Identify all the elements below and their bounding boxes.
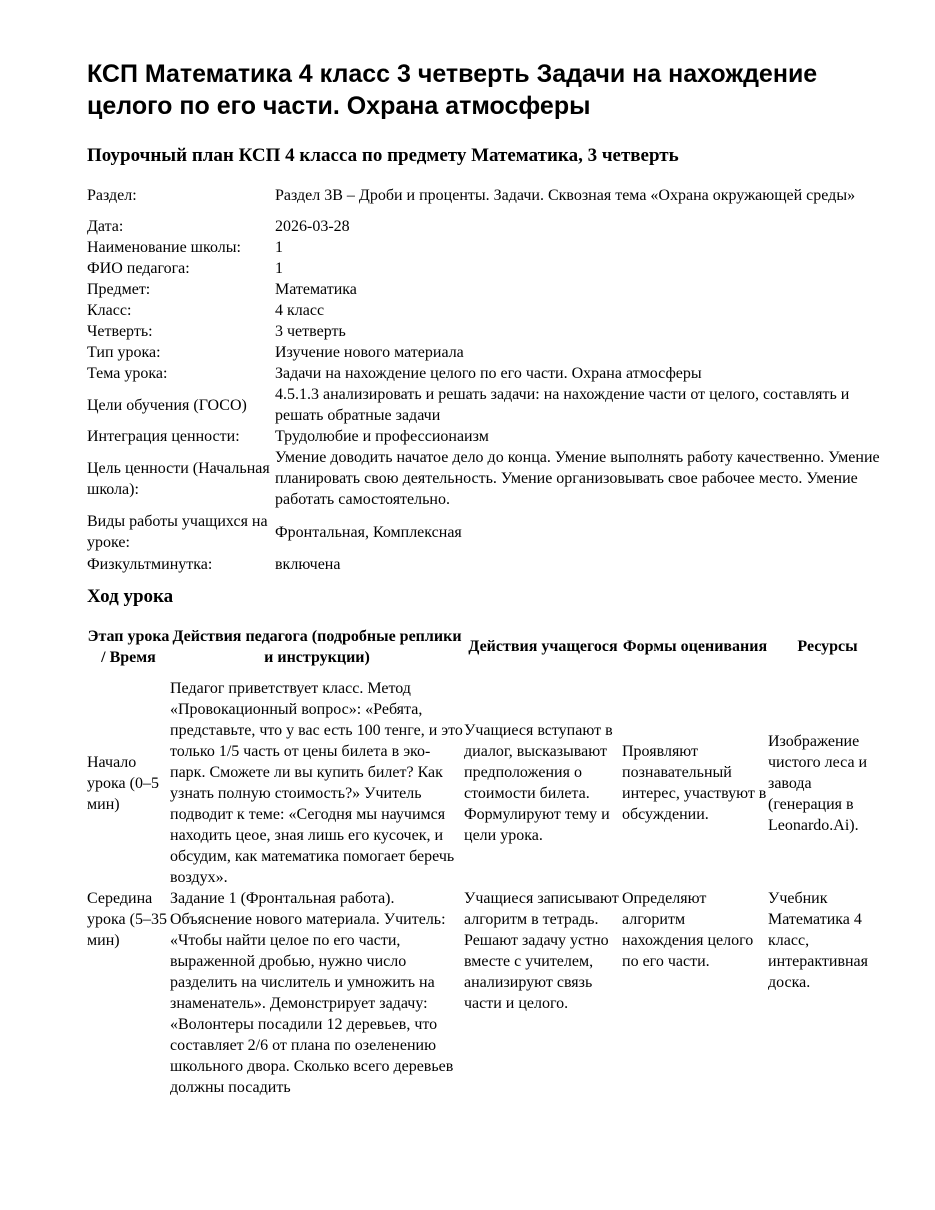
info-key: Цели обучения (ГОСО): [87, 396, 247, 414]
info-row: [87, 279, 887, 300]
info-value: Трудолюбие и профессионаизм: [275, 428, 489, 445]
info-key: Предмет:: [87, 281, 151, 298]
info-row: [87, 426, 887, 447]
info-row: [87, 447, 887, 510]
info-value: 1: [275, 260, 283, 277]
info-key: ФИО педагога:: [87, 260, 190, 277]
document-title: КСП Математика 4 класс 3 четверть Задачи на нахождение целого по его части. Охрана атмосферы: [87, 60, 818, 120]
document-page: [87, 58, 887, 1098]
info-key: Интеграция ценности:: [87, 428, 240, 445]
info-value: 4.5.1.3 анализировать и решать задачи: на нахождение части от целого, составлять и решать обратные задачи: [275, 386, 850, 424]
info-row: [87, 300, 887, 321]
plan-row: [87, 678, 887, 888]
lesson-plan-table: [87, 615, 887, 1098]
info-row: [87, 321, 887, 342]
info-row: [87, 510, 887, 554]
info-row: [87, 384, 887, 426]
info-key: Физкультминутка:: [87, 556, 213, 573]
info-value: Умение доводить начатое дело до конца. Умение выполнять работу качественно. Умение планировать свою деятельность. Умение организовывать свое рабочее место. Умение работать самостоятельно.: [275, 449, 880, 508]
info-value: 2026-03-28: [275, 218, 350, 235]
info-value: 4 класс: [275, 302, 325, 319]
info-key: Тема урока:: [87, 365, 168, 382]
info-row: [87, 237, 887, 258]
info-key: Класс:: [87, 302, 132, 319]
lesson-info-table: [87, 174, 887, 575]
header-assessment: Формы оценивания: [622, 638, 768, 655]
info-key: Наименование школы:: [87, 239, 241, 256]
info-value: Фронтальная, Комплексная: [275, 523, 462, 541]
info-key: Четверть:: [87, 323, 153, 340]
info-key: Цель ценности (Начальная школа):: [87, 459, 270, 498]
info-value: 3 четверть: [275, 323, 346, 340]
header-student-actions: Действия учащегося: [468, 638, 618, 655]
assessment-cell: Проявляют познавательный интерес, участвуют в обсуждении.: [622, 743, 767, 823]
teacher-actions-cell: Педагог приветствует класс. Метод «Провокационный вопрос»: «Ребята, представьте, что у вас есть 100 тенге, и это только 1/5 часть от цены билета в эко-парк. Сможете ли вы купить билет? Как узнать полную стоимость?» Учитель подводит к теме: «Сегодня мы научимся находить цеое, зная лишь его кусочек, и обсудим, как математика помогает беречь воздух».: [170, 680, 463, 886]
info-value: включена: [275, 556, 341, 573]
header-teacher-actions: Действия педагога (подробные реплики и инструкции): [172, 627, 462, 666]
lesson-flow-heading: Ход урока: [87, 586, 174, 607]
info-value: Раздел 3В – Дроби и проценты. Задачи. Сквозная тема «Охрана окружающей среды»: [275, 186, 856, 204]
info-key: Дата:: [87, 218, 124, 235]
teacher-actions-cell: Задание 1 (Фронтальная работа). Объяснение нового материала. Учитель: «Чтобы найти целое по его части, выраженной дробью, нужно число разделить на числитель и умножить на знаменатель». Демонстрирует задачу: «Волонтеры посадили 12 деревьев, что составляет 2/6 от плана по озеленению школьного двора. Сколько всего деревьев должны посадить: [170, 890, 454, 1096]
student-actions-cell: Учащиеся записывают алгоритм в тетрадь. Решают задачу устно вместе с учителем, анализируют связь части и целого.: [464, 890, 619, 1012]
plan-subtitle: Поурочный план КСП 4 класса по предмету Математика, 3 четверть: [87, 145, 679, 166]
plan-header-row: [87, 615, 887, 678]
info-key: Тип урока:: [87, 344, 161, 361]
info-key: Виды работы учащихся на уроке:: [87, 513, 268, 551]
stage-cell: Начало урока (0–5 мин): [87, 753, 159, 813]
resources-cell: Учебник Математика 4 класс, интерактивная доска.: [768, 890, 869, 991]
plan-row: [87, 888, 887, 1098]
info-row: [87, 363, 887, 384]
info-row: [87, 554, 887, 575]
stage-cell: Середина урока (5–35 мин): [87, 890, 167, 949]
header-stage: Этап урока / Время: [87, 627, 170, 666]
assessment-cell: Определяют алгоритм нахождения целого по его части.: [622, 890, 754, 970]
student-actions-cell: Учащиеся вступают в диалог, высказывают предположения о стоимости билета. Формулируют тему и цели урока.: [464, 722, 613, 844]
info-value: 1: [275, 239, 283, 256]
info-value: Математика: [275, 281, 357, 298]
info-value: Изучение нового материала: [275, 344, 464, 361]
info-row: [87, 342, 887, 363]
info-key: Раздел:: [87, 186, 137, 204]
info-row: [87, 258, 887, 279]
header-resources: Ресурсы: [797, 638, 858, 655]
info-row: [87, 174, 887, 216]
info-value: Задачи на нахождение целого по его части. Охрана атмосферы: [275, 365, 702, 382]
info-row: [87, 216, 887, 237]
resources-cell: Изображение чистого леса и завода (генерация в Leonardo.Ai).: [768, 732, 868, 834]
